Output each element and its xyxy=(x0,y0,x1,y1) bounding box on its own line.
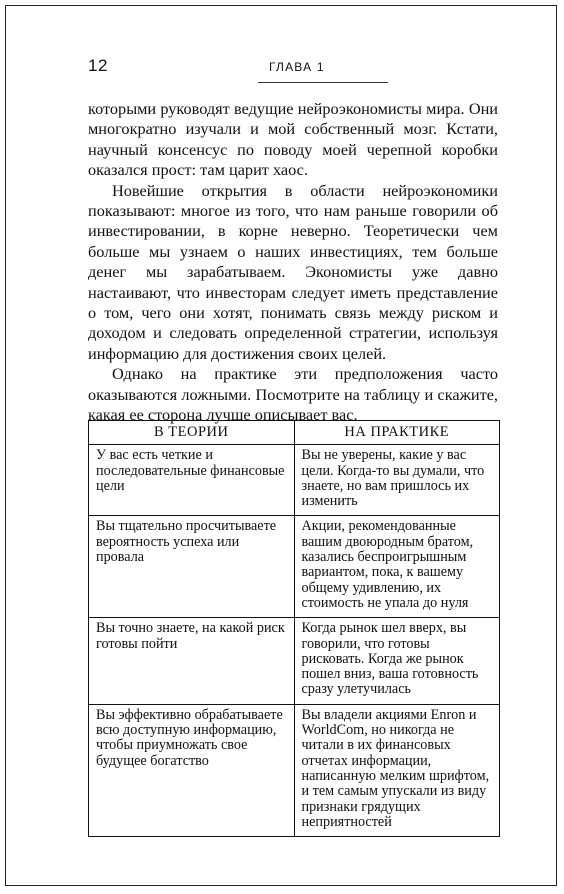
theory-cell: Вы эффективно обрабатываете всю доступную информацию, чтобы приумножать свое будущее богатство xyxy=(89,704,295,836)
theory-cell: Вы тщательно просчитываете вероятность успеха или провала xyxy=(89,516,295,618)
paragraph-1: которыми руководят ведущие нейроэкономисты мира. Они многократно изучали и мой собственный мозг. Кстати, научный консенсус по поводу моей черепной коробки оказался прост: там царит хаос. xyxy=(88,99,498,180)
paragraph-3: Однако на практике эти предположения часто оказываются ложными. Посмотрите на таблицу и скажите, какая ее сторона лучше описывает вас. xyxy=(88,364,498,425)
table-header-row xyxy=(89,421,500,445)
table-row xyxy=(89,704,500,836)
table-row xyxy=(89,445,500,516)
theory-cell: У вас есть четкие и последовательные финансовые цели xyxy=(89,445,295,516)
running-head xyxy=(88,56,498,86)
practice-cell: Вы владели акциями Enron и WorldCom, но никогда не читали в их финансовых отчетах информации, написанную мелким шрифтом, и тем самым упускали из виду признаки грядущих неприятностей xyxy=(294,704,500,836)
table-row xyxy=(89,516,500,618)
theory-cell: Вы точно знаете, на какой риск готовы пойти xyxy=(89,618,295,704)
column-header-theory: В ТЕОРИИ xyxy=(89,421,295,445)
practice-cell: Когда рынок шел вверх, вы говорили, что готовы рисковать. Когда же рынок пошел вниз, ваша готовность сразу улетучилась xyxy=(294,618,500,704)
body-text xyxy=(88,99,498,426)
column-header-practice: НА ПРАКТИКЕ xyxy=(294,421,500,445)
header-rule xyxy=(258,82,388,83)
paragraph-2: Новейшие открытия в области нейроэкономики показывают: многое из того, что нам раньше говорили об инвестировании, в корне неверно. Теоретически чем больше мы узнаем о наших инвестициях, тем больше денег мы зарабатываем. Экономисты уже давно настаивают, что инвесторам следует иметь представление о том, чего они хотят, понимать связь между риском и доходом и следовать определенной стратегии, используя информацию для достижения своих целей. xyxy=(88,180,498,363)
page-number: 12 xyxy=(88,56,108,75)
table-row xyxy=(89,618,500,704)
practice-cell: Вы не уверены, какие у вас цели. Когда-то вы думали, что знаете, но вам пришлось их изменить xyxy=(294,445,500,516)
theory-practice-table xyxy=(88,420,500,837)
chapter-label: ГЛАВА 1 xyxy=(269,60,325,74)
practice-cell: Акции, рекомендованные вашим двоюродным братом, казались беспроигрышным вариантом, пока, к вашему общему удивлению, их стоимость не упала до нуля xyxy=(294,516,500,618)
